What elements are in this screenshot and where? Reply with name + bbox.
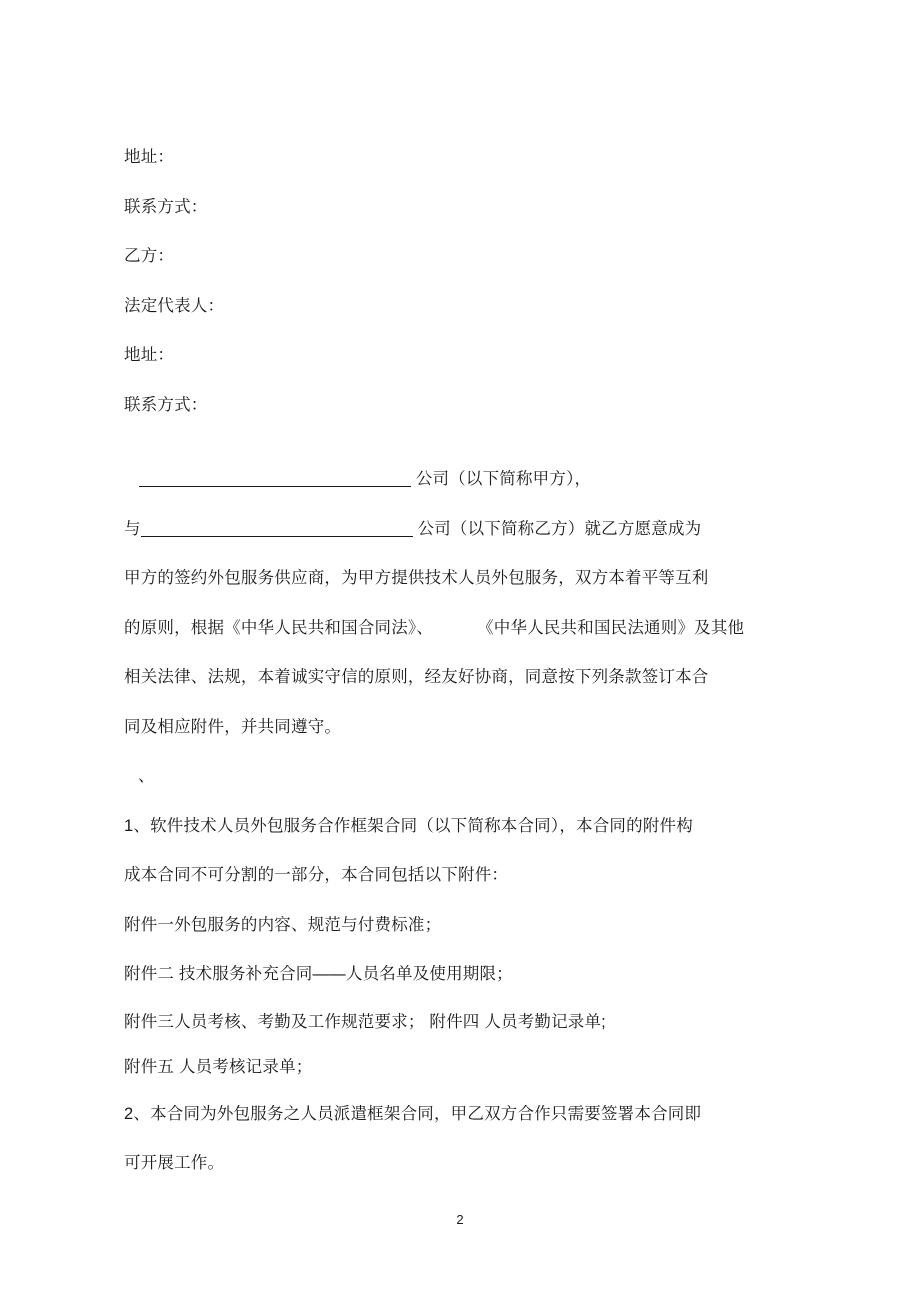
stray-enumeration-mark: 、 [138,767,155,785]
attachment-item-3-and-4: 附件三人员考核、考勤及工作规范要求； 附件四 人员考勤记录单; [124,1012,606,1031]
field-label-address-a: 地址： [124,148,175,166]
preamble-party-b-prefix: 与 [124,519,141,538]
field-label-legal-representative: 法定代表人： [124,296,225,315]
document-body [124,133,764,1189]
preamble-party-a-suffix: 公司（以下简称甲方）， [411,470,592,488]
block-spacer [124,430,764,455]
preamble-line-4-part-b: 《中华人民共和国民法通则》及其他 [477,618,745,637]
preamble-line-6: 同及相应附件，并共同遵守。 [124,717,342,736]
clause-2-line-1: 2、本合同为外包服务之人员派遣框架合同，甲乙双方合作只需要签署本合同即 [124,1104,702,1123]
blank-fill-party-b-name[interactable] [141,536,413,537]
preamble-block [124,455,764,752]
clause-1-block [124,802,764,901]
attachment-item-2: 附件二 技术服务补充合同——人员名单及使用期限； [124,965,513,983]
field-label-party-b: 乙方： [124,247,175,265]
clause-2-line-2: 可开展工作。 [124,1154,225,1172]
clause-1-line-1: 1、软件技术人员外包服务合作框架合同（以下简称本合同），本合同的附件构 [124,816,693,835]
attachment-list [124,901,764,1090]
preamble-line-5: 相关法律、法规，本着诚实守信的原则，经友好协商，同意按下列条款签订本合 [124,668,709,686]
attachment-item-5: 附件五 人员考核记录单； [124,1057,313,1076]
attachment-item-1: 附件一外包服务的内容、规范与付费标准； [124,915,442,934]
clause-2-block [124,1090,764,1189]
clause-1-line-2: 成本合同不可分割的一部分，本合同包括以下附件： [124,866,509,884]
preamble-line-4 [124,604,764,654]
preamble-line-4-part-a: 的原则，根据《中华人民共和国合同法》、 [124,618,434,637]
field-label-contact-b: 联系方式： [124,395,208,414]
preamble-party-b-suffix: 公司（以下简称乙方）就乙方愿意成为 [412,519,702,538]
field-label-contact-a: 联系方式： [124,197,208,216]
preamble-line-party-b [124,505,764,555]
preamble-line-party-a [124,455,764,505]
party-contact-block [124,133,764,430]
field-label-address-b: 地址： [124,346,175,364]
preamble-line-3: 甲方的签约外包服务供应商，为甲方提供技术人员外包服务，双方本着平等互利 [124,569,709,587]
blank-fill-party-a-name[interactable] [139,486,411,487]
page-number-footer: 2 [456,1212,464,1227]
